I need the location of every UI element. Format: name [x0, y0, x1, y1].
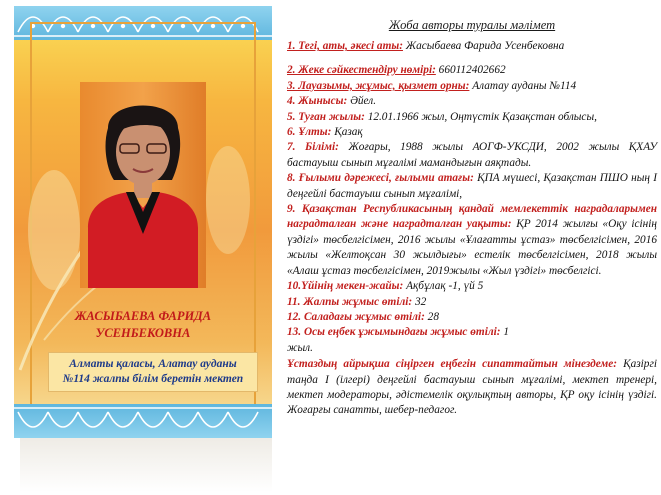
- entry-field-experience: [287, 310, 657, 325]
- entry-value: 28: [427, 310, 439, 323]
- portrait-card: [14, 6, 272, 438]
- school-line2: №114 жалпы білім беретін мектеп: [62, 373, 244, 385]
- author-name-line1: ЖАСЫБАЕВА ФАРИДА: [74, 309, 212, 323]
- entry-value: Жоғары, 1988 жылы АОГФ-УКСДИ, 2002 жылы ҚХАУ бастауыш сынып мұғалімі мамандығын аяқтады.: [287, 141, 657, 169]
- entry-full-name: [287, 39, 657, 54]
- person-portrait-icon: [80, 82, 206, 288]
- entry-value: ҚПА мүшесі, Қазақстан ПШО ның І деңгейлі бастауыш сынып мұғалімі,: [287, 172, 658, 200]
- entry-value: Ақбұлақ -1, үй 5: [406, 280, 484, 293]
- entry-label: 13. Осы еңбек ұжымындағы жұмыс өтілі:: [287, 326, 501, 339]
- entry-label: 5. Туған жылы:: [287, 110, 365, 123]
- author-photo: [80, 82, 206, 288]
- entry-label: 9. Қазақстан Республикасының қандай мемлекеттік наградаларымен наградталған және наградталған уақыты:: [287, 203, 657, 231]
- info-heading: Жоба авторы туралы мәлімет: [388, 18, 556, 32]
- entry-label: 3. Лауазымы, жұмыс, қызмет орны:: [287, 79, 470, 92]
- school-box: [48, 352, 258, 392]
- author-name-plate: [38, 308, 248, 350]
- entry-label: 4. Жынысы:: [287, 95, 348, 108]
- entry-value: Қазақ: [334, 126, 363, 139]
- entry-value: 660112402662: [438, 64, 506, 77]
- author-info: [287, 17, 657, 419]
- entry-state-awards: [287, 202, 657, 279]
- entry-label: 1. Тегі, аты, әкесі аты:: [287, 40, 403, 52]
- entry-gender: [287, 94, 657, 109]
- entry-value: 12.01.1966 жыл, Оңтүстік Қазақстан облысы,: [367, 110, 597, 123]
- entry-label: 11. Жалпы жұмыс өтілі:: [287, 295, 413, 308]
- entry-value: Алатау ауданы №114: [472, 79, 577, 92]
- ornament-pattern-icon: [14, 404, 272, 438]
- entry-address: [287, 279, 657, 294]
- entry-value: Қазіргі таңда І (ілгері) деңгейлі бастауыш сынып мұғалімі, мектеп тренері, мектеп модераторы, әдістемелік оқулықтың авторы, ҚР оқу ісінің үздігі. Жоғарғы санатты, шебер-педагог.: [287, 358, 657, 417]
- entry-value: ҚР 2014 жылғы «Оқу ісінің үздігі» төсбелгісімен, 2016 жылы «Ұлағатты ұстаз» төсбелгісімен, 2016 жылы «Желтоқсан 30 жылдығы» естелік төсбелгісімен, 2018 жылы «Алаш ұстаз төсбелгісімен, 2019жылы «Жыл үздігі» төсбелгісі.: [287, 218, 657, 277]
- entry-label: 2. Жеке сәйкестендіру нөмірі:: [287, 64, 436, 77]
- author-name-line2: УСЕНБЕКОВНА: [95, 326, 191, 340]
- entry-value: Әйел.: [350, 95, 377, 108]
- entry-label: 12. Саладағы жұмыс өтілі:: [287, 310, 425, 323]
- school-line1: Алматы қаласы, Алатау ауданы: [69, 358, 237, 370]
- entry-iin: [287, 63, 657, 78]
- entry-birth-year: [287, 110, 657, 125]
- entry-education: [287, 140, 657, 171]
- entry-label: 7. Білімі:: [287, 141, 339, 154]
- entry-value: 32: [415, 295, 427, 308]
- entry-label: 8. Ғылыми дәрежесі, ғылыми атағы:: [287, 172, 474, 185]
- entry-label: 6. Ұлты:: [287, 126, 332, 139]
- entry-nationality: [287, 125, 657, 140]
- card-reflection: [20, 438, 272, 492]
- entry-position: [287, 79, 657, 94]
- entry-label: Ұстаздың айрықша сіңірген еңбегін сипаттайтын мінездеме:: [287, 358, 617, 371]
- ornament-band-bottom: [14, 404, 272, 438]
- entry-characteristic: [287, 357, 657, 419]
- entry-academic-degree: [287, 171, 657, 202]
- entry-value: Жасыбаева Фарида Усенбековна: [405, 40, 565, 52]
- entry-value: 1 жыл.: [287, 326, 510, 354]
- entry-team-experience: [287, 325, 517, 356]
- entry-label: 10.Үйінің мекен-жайы:: [287, 280, 404, 293]
- entry-total-experience: [287, 295, 657, 310]
